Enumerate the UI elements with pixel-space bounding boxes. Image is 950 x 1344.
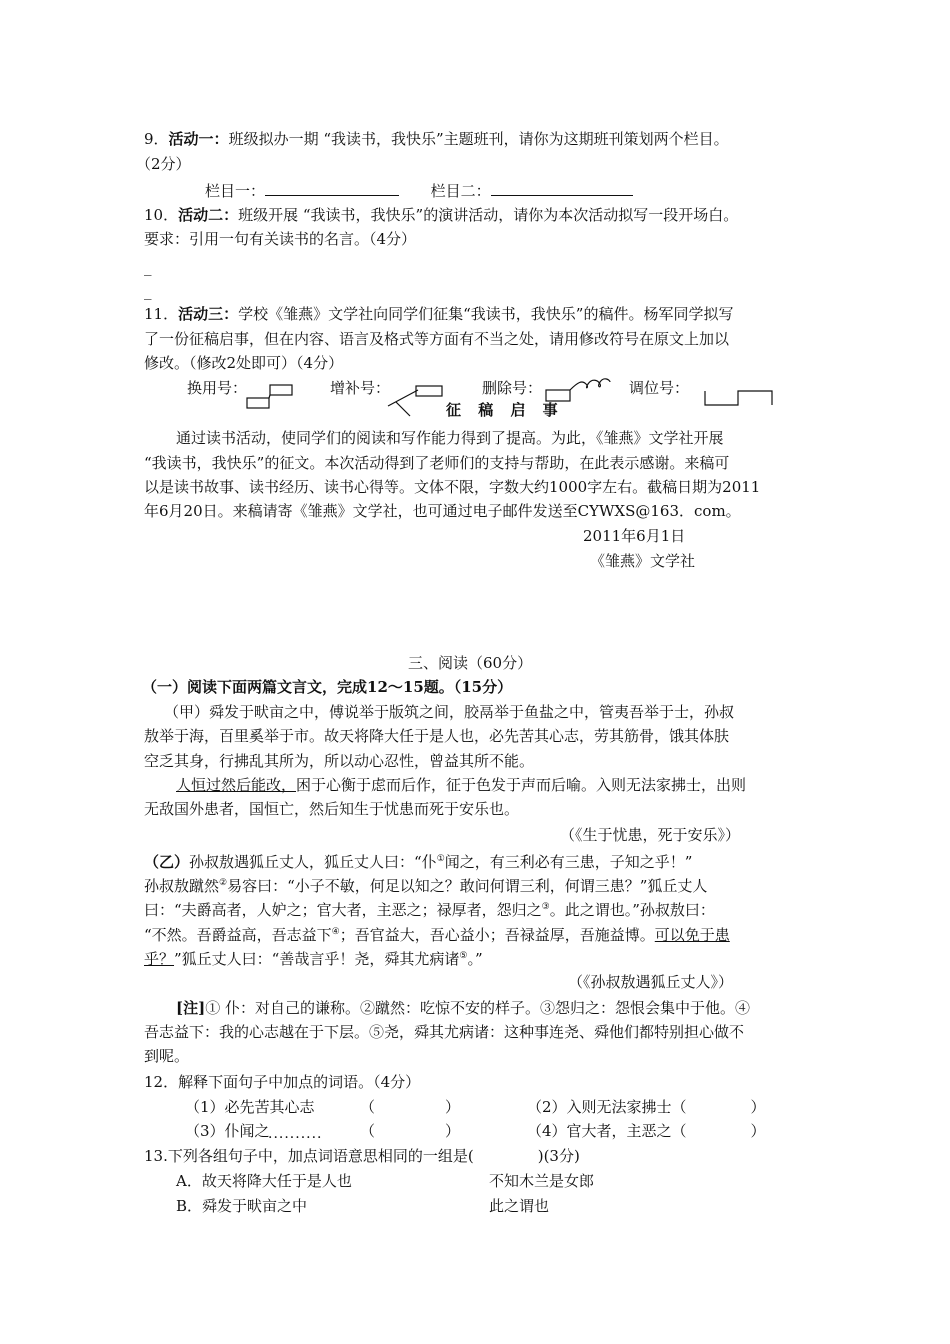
symbol-replace-label: 换用号： xyxy=(187,379,248,397)
passage-yi-text1: 孙叔敖遇狐丘丈人，狐丘丈人曰：“仆 xyxy=(189,853,437,871)
q12-item4-text: （4）官大者，主恶之（ xyxy=(527,1122,687,1140)
q9-column2-blank[interactable] xyxy=(491,181,633,196)
q12-item1-paren-close: ） xyxy=(445,1098,461,1116)
q13-stem-text: 13.下列各组句子中，加点词语意思相同的一组是( xyxy=(144,1147,474,1165)
q12-item3: （3）仆闻之 xyxy=(185,1122,270,1140)
note-ref-5: ⑤ xyxy=(459,951,468,961)
q9-text: 班级拟办一期 “我读书，我快乐”主题班刊，请你为这期班刊策划两个栏目。 xyxy=(228,130,729,148)
passage-yi-line5 xyxy=(144,945,483,970)
q10-line xyxy=(144,204,738,226)
q12-stem: 12．解释下面句子中加点的词语。（4分） xyxy=(144,1073,421,1091)
notice-paragraph-line3: 以是读书故事、读书经历、读书心得等。文体不限，字数大约1000字左右。截稿日期为2011 xyxy=(144,478,761,496)
passage-yi-line4 xyxy=(144,921,730,946)
q9-number: 9． xyxy=(144,130,169,148)
q13-option-b-left: B．舜发于畎亩之中 xyxy=(176,1197,308,1215)
notice-signature: 《雏燕》文学社 xyxy=(590,552,696,570)
section3-title: 三、阅读（60分） xyxy=(408,654,533,672)
replace-mark-icon xyxy=(244,384,300,414)
notice-paragraph-line4: 年6月20日。来稿请寄《雏燕》文学社，也可通过电子邮件发送至CYWXS@163．com。 xyxy=(144,502,741,520)
q9-column2-label: 栏目二： xyxy=(430,182,491,200)
q10-answer-blank-2[interactable]: _ xyxy=(144,282,152,300)
q12-item1-answer[interactable] xyxy=(360,1096,460,1118)
q10-requirement: 要求：引用一句有关读书的名言。（4分） xyxy=(144,230,417,248)
passage-jia-line2: 敖举于海，百里奚举于市。故天将降大任于是人也，必先苦其心志，劳其筋骨，饿其体肤 xyxy=(144,727,730,745)
passage-yi-line2 xyxy=(144,872,707,897)
passage-yi-text5a: ”狐丘丈人曰：“善哉言乎！尧，舜其尤病诸 xyxy=(174,950,460,968)
passage-jia-line4-text: 困于心衡于虑而后作，征于色发于声而后喻。入则无法家拂士，出则 xyxy=(296,776,747,794)
q9-column1-label: 栏目一： xyxy=(205,182,266,200)
q12-item4[interactable] xyxy=(527,1120,766,1142)
q9-column1-blank[interactable] xyxy=(265,181,399,196)
q13-option-a-left: A．故天将降大任于是人也 xyxy=(176,1172,352,1190)
q11-line1 xyxy=(144,303,733,325)
passage-jia-line4 xyxy=(176,774,746,796)
q11-text1: 学校《雏燕》文学社向同学们征集“我读书，我快乐”的稿件。杨军同学拟写 xyxy=(238,305,734,323)
notes-line2: 吾志益下：我的心志越在于下层。⑤尧，舜其尤病诸：这种事连尧、舜他们都特别担心做不 xyxy=(144,1023,745,1041)
q13-stem xyxy=(144,1145,580,1167)
q11-label: 活动三： xyxy=(178,305,239,323)
passage-yi-text2b: 易容曰：“小子不敏，何足以知之？敢问何谓三利，何谓三患？”狐丘丈人 xyxy=(227,877,708,895)
q10-number: 10． xyxy=(144,206,179,224)
note-ref-2: ② xyxy=(219,878,228,888)
passage-yi-text5b: 。” xyxy=(467,950,483,968)
passage-yi-source: （《孙叔敖遇狐丘丈人》） xyxy=(568,973,734,991)
note-ref-3: ③ xyxy=(541,902,550,912)
q9-columns xyxy=(205,180,633,202)
underlined-question-part2: 乎？ xyxy=(144,950,175,968)
q11-line3: 修改。（修改2处即可）（4分） xyxy=(144,354,344,372)
q12-item2-text: （2）入则无法家拂士（ xyxy=(527,1098,687,1116)
notice-paragraph-line2: “我读书，我快乐”的征文。本次活动得到了老师们的支持与帮助，在此表示感谢。来稿可 xyxy=(144,454,730,472)
passage-jia-line3: 空乏其身，行拂乱其所为，所以动心忍性，曾益其所不能。 xyxy=(144,752,535,770)
symbol-add-label: 增补号： xyxy=(330,379,391,397)
passage-jia-line1: （甲）舜发于畎亩之中，傅说举于版筑之间，胶鬲举于鱼盐之中，管夷吾举于士，孙叔 xyxy=(164,703,735,721)
q11-number: 11． xyxy=(144,305,179,323)
symbol-delete-label: 删除号： xyxy=(482,379,543,397)
notice-title: 征 稿 启 事 xyxy=(446,401,564,419)
q13-option-b-right: 此之谓也 xyxy=(489,1197,550,1215)
notes-line3: 到呢。 xyxy=(144,1047,190,1065)
note-ref-4: ④ xyxy=(331,927,340,937)
passage-yi-text1b: 闻之，有三利必有三患，子知之乎！” xyxy=(444,853,693,871)
notice-date: 2011年6月1日 xyxy=(583,527,686,545)
transpose-mark-icon xyxy=(700,385,780,409)
passage-yi-text4b: ；吾官益大，吾心益小；吾禄益厚，吾施益博。 xyxy=(339,926,655,944)
notes-label: [注] xyxy=(176,999,206,1017)
q12-item3-answer[interactable] xyxy=(360,1120,460,1142)
passage-yi-label: （乙） xyxy=(144,853,190,871)
q10-label: 活动二： xyxy=(178,206,239,224)
q13-option-a-right: 不知木兰是女郎 xyxy=(489,1172,595,1190)
q12-item1-paren-open: （ xyxy=(360,1098,376,1116)
underlined-sentence: 人恒过然后能改， xyxy=(176,776,297,794)
passage-yi-text2a: 孙叔敖蹴然 xyxy=(144,877,220,895)
q12-item2-paren-close: ） xyxy=(750,1098,766,1116)
q9-score: （2分） xyxy=(136,155,191,173)
q12-item2[interactable] xyxy=(527,1096,766,1118)
q13-stem-end: )(3分) xyxy=(537,1147,580,1165)
notes-line1 xyxy=(176,997,750,1019)
notice-paragraph-line1: 通过读书活动，使同学们的阅读和写作能力得到了提高。为此，《雏燕》文学社开展 xyxy=(176,429,724,447)
q9-label: 活动一： xyxy=(168,130,229,148)
q12-item1: （1）必先苦其心志 xyxy=(185,1098,315,1116)
passage-yi-line3 xyxy=(144,896,715,921)
passage-jia-source: （《生于忧患，死于安乐》） xyxy=(560,826,741,844)
q12-item3-paren-open: （ xyxy=(360,1122,376,1140)
section3-part1-heading: （一）阅读下面两篇文言文，完成12～15题。（15分） xyxy=(142,678,513,696)
q9-line xyxy=(144,128,729,150)
insert-mark-icon xyxy=(386,384,446,418)
q11-line2: 了一份征稿启事，但在内容、语言及格式等方面有不当之处，请用修改符号在原文上加以 xyxy=(144,330,730,348)
passage-yi-text3b: 。此之谓也。”孙叔敖曰： xyxy=(549,901,715,919)
q10-answer-blank-1[interactable]: _ xyxy=(144,258,152,276)
q12-item4-paren-close: ） xyxy=(750,1122,766,1140)
q10-text: 班级开展 “我读书，我快乐”的演讲活动，请你为本次活动拟写一段开场白。 xyxy=(238,206,739,224)
passage-yi-line1 xyxy=(144,848,692,873)
q12-item3-paren-close: ） xyxy=(445,1122,461,1140)
note-ref-1: ① xyxy=(436,854,445,864)
emphasis-dots-icon: ·········· xyxy=(268,1130,323,1146)
passage-yi-text3a: 曰：“夫爵高者，人妒之；官大者，主恶之；禄厚者，怨归之 xyxy=(144,901,542,919)
notes-text1: ① 仆：对自己的谦称。②蹴然：吃惊不安的样子。③怨归之：怨恨会集中于他。④ xyxy=(205,999,750,1017)
symbol-move-label: 调位号： xyxy=(629,379,690,397)
passage-jia-line5: 无敌国外患者，国恒亡，然后知生于忧患而死于安乐也。 xyxy=(144,800,520,818)
underlined-question-part1: 可以免于患 xyxy=(654,926,730,944)
passage-yi-text4a: “不然。吾爵益高，吾志益下 xyxy=(144,926,332,944)
